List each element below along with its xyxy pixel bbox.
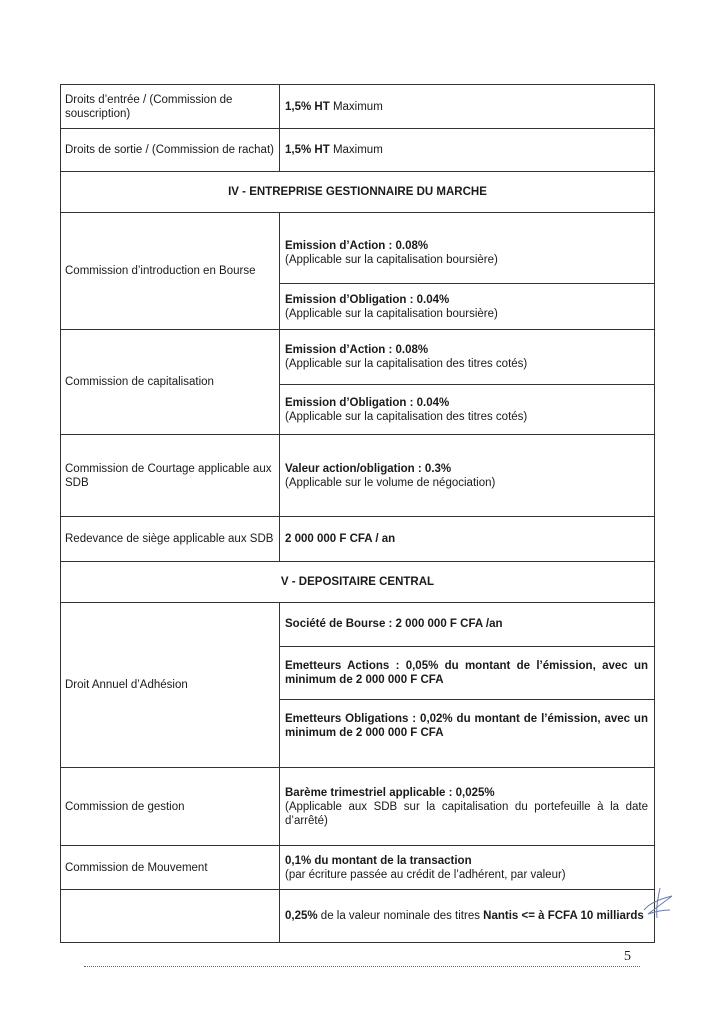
row-courtage xyxy=(61,434,654,516)
label-adhesion: Droit Annuel d’Adhésion xyxy=(61,603,280,767)
value-entree-bold: 1,5% HT xyxy=(285,100,330,113)
adhesion-actions: Emetteurs Actions : 0,05% du montant de l’émission, avec un minimum de 2 000 000 F CFA xyxy=(280,646,654,700)
label-droits-entree: Droits d’entrée / (Commission de souscription) xyxy=(61,85,280,128)
mouvement-value: 0,1% du montant de la transaction (par écriture passée au crédit de l’adhérent, par valeur) xyxy=(285,854,566,881)
redevance-value: 2 000 000 F CFA / an xyxy=(285,533,396,545)
row-droits-entree xyxy=(61,85,654,128)
section-heading-iv: IV - ENTREPRISE GESTIONNAIRE DU MARCHE xyxy=(61,171,654,212)
row-redevance xyxy=(61,516,654,561)
value-sortie-bold: 1,5% HT xyxy=(285,144,330,156)
row-capitalisation xyxy=(61,329,654,434)
adhesion-sdb: Société de Bourse : 2 000 000 F CFA /an xyxy=(285,618,503,631)
row-introduction-bourse xyxy=(61,212,654,329)
label-gestion: Commission de gestion xyxy=(61,768,280,845)
capitalisation-obligation: Emission d’Obligation : 0.04% (Applicable sur la capitalisation des titres cotés) xyxy=(280,384,654,434)
value-entree-rest: Maximum xyxy=(329,100,383,113)
gestion-value: Barème trimestriel applicable : 0,025% (Applicable aux SDB sur la capitalisation du portefeuille à la date d’arrêté) xyxy=(285,786,648,827)
row-nantis xyxy=(61,889,654,942)
label-redevance: Redevance de siège applicable aux SDB xyxy=(61,517,280,561)
label-droits-sortie: Droits de sortie / (Commission de rachat) xyxy=(61,129,280,171)
nantis-value: 0,25% de la valeur nominale des titres Nantis <= à FCFA 10 milliards xyxy=(285,910,644,922)
label-nantis-empty xyxy=(61,890,280,942)
introduction-obligation: Emission d’Obligation : 0.04% (Applicable sur la capitalisation boursière) xyxy=(280,283,654,329)
label-introduction: Commission d’introduction en Bourse xyxy=(61,213,280,329)
row-droit-adhesion xyxy=(61,602,654,767)
row-commission-mouvement xyxy=(61,845,654,889)
row-commission-gestion xyxy=(61,767,654,845)
footer-divider xyxy=(84,966,640,967)
courtage-value: Valeur action/obligation : 0.3% (Applicable sur le volume de négociation) xyxy=(285,462,496,489)
adhesion-obligations: Emetteurs Obligations : 0,02% du montant de l’émission, avec un minimum de 2 000 000 F CFA xyxy=(280,699,654,767)
label-mouvement: Commission de Mouvement xyxy=(61,846,280,889)
section-heading-v: V - DEPOSITAIRE CENTRAL xyxy=(61,561,654,602)
capitalisation-action: Emission d’Action : 0.08% (Applicable sur la capitalisation des titres cotés) xyxy=(285,344,528,371)
label-capitalisation: Commission de capitalisation xyxy=(61,330,280,434)
fee-table xyxy=(60,84,655,943)
row-droits-sortie xyxy=(61,128,654,171)
page-number: 5 xyxy=(624,949,631,964)
introduction-action: Emission d’Action : 0.08% (Applicable sur la capitalisation boursière) xyxy=(285,240,498,267)
initials-signature-icon xyxy=(638,884,678,924)
value-sortie-rest: Maximum xyxy=(329,144,383,156)
label-courtage: Commission de Courtage applicable aux SDB xyxy=(61,435,280,516)
